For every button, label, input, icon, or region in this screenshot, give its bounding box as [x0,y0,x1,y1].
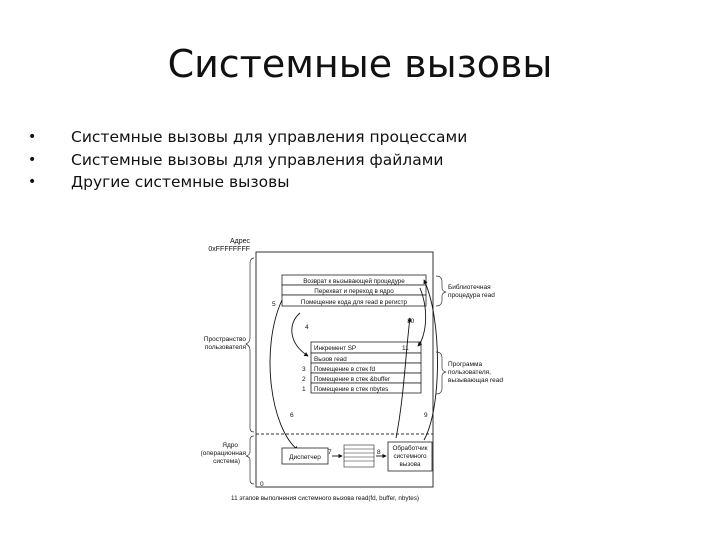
user-space-label: пользователя [204,344,246,351]
step-number: 9 [424,412,428,419]
step-number: 8 [377,449,381,456]
step-number: 6 [290,412,294,419]
dispatch-table [344,445,374,467]
arrow-6 [270,300,298,450]
user-box-label: Помещение в стек fd [314,366,376,373]
user-space-label: Пространство [203,336,246,343]
library-label: процедура read [448,292,495,299]
step-number: 4 [305,324,309,331]
step-number: 2 [302,376,306,383]
left-labels [201,336,247,465]
step-number: 10 [407,318,415,325]
kernel-label: система) [213,458,240,465]
diagram-caption: 11 этапов выполнения системного вызова read(fd, buffer, nbytes) [231,495,419,502]
kernel-brace [246,436,254,484]
user-program-label: вызывающая read [448,377,503,384]
address-label: Адрес [229,238,250,245]
library-procedure-boxes [282,275,426,306]
step-number: 11 [402,345,409,352]
user-space-brace [246,258,254,432]
step-number: 7 [328,449,332,456]
bullet-list [28,126,467,194]
step-number: 0 [260,481,264,488]
library-box-label: Помещение кода для read в регистр [300,299,408,306]
bullet-item: • Системные вызовы для управления файлами [28,149,467,172]
library-brace [436,276,446,306]
kernel-label: Ядро [222,442,238,449]
bullet-item: • Системные вызовы для управления процессами [28,126,467,149]
address-value: 0xFFFFFFFF [208,246,250,253]
system-call-diagram [180,228,503,508]
step-number: 5 [272,301,276,308]
bullet-item: • Другие системные вызовы [28,171,467,194]
kernel-label: (операционная [200,450,246,457]
user-program-label: Программа [448,361,483,368]
user-box-label: Инкремент SP [314,345,357,352]
slide-title: Системные вызовы [167,42,553,86]
handler-label: Обработчик [392,445,428,452]
step-number: 1 [302,386,306,393]
handler-label: системного [393,453,427,460]
step-number: 3 [302,366,306,373]
dispatcher-label: Диспетчер [289,454,321,461]
library-box-label: Возврат к вызывающей процедуре [303,278,405,285]
user-box-label: Вызов read [314,356,347,363]
library-box-label: Перехват и переход в ядро [314,288,394,295]
user-box-label: Помещение в стек nbytes [314,386,389,393]
arrow-4 [292,313,308,356]
user-program-label: пользователя, [448,369,491,376]
handler-label: вызова [399,461,421,468]
library-label: Библиотечная [448,284,491,291]
user-box-label: Помещение в стек &buffer [314,376,390,383]
